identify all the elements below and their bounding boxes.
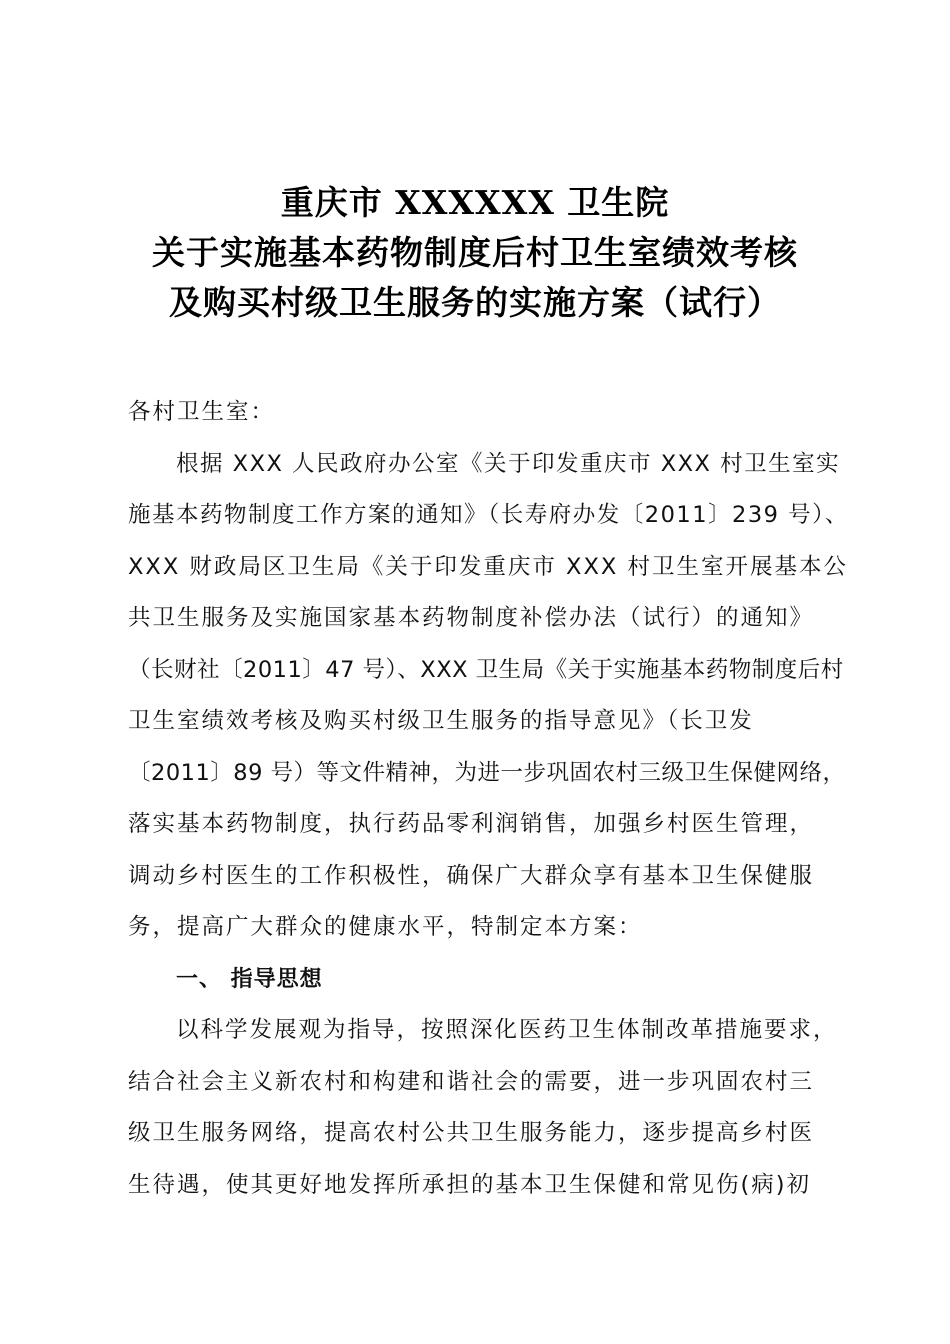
section-heading-guiding-ideology: 一、 指导思想 — [176, 966, 323, 992]
paragraph-line: 施基本药物制度工作方案的通知》（长寿府办发〔2011〕239 号）、 — [128, 502, 849, 528]
paragraph-line: 卫生室绩效考核及购买村级卫生服务的指导意见》（长卫发 — [128, 708, 754, 734]
paragraph-line: 根据 XXX 人民政府办公室《关于印发重庆市 XXX 村卫生室实 — [176, 450, 841, 477]
paragraph-line: 落实基本药物制度，执行药品零利润销售，加强乡村医生管理， — [128, 811, 815, 837]
paragraph-line: 结合社会主义新农村和构建和谐社会的需要，进一步巩固农村三 — [128, 1068, 815, 1095]
paragraph-line: 共卫生服务及实施国家基本药物制度补偿办法（试行）的通知》 — [128, 605, 815, 631]
paragraph-guiding-ideology — [128, 1005, 853, 1211]
paragraph-line: 调动乡村医生的工作积极性，确保广大群众享有基本卫生保健服 — [128, 862, 815, 889]
title-line-3: 及购买村级卫生服务的实施方案（试行） — [169, 283, 781, 322]
paragraph-line: 以科学发展观为指导，按照深化医药卫生体制改革措施要求， — [176, 1017, 838, 1043]
paragraph-line: 级卫生服务网络，提高农村公共卫生服务能力，逐步提高乡村医 — [128, 1120, 815, 1146]
paragraph-line: 生待遇，使其更好地发挥所承担的基本卫生保健和常见伤(病)初 — [128, 1171, 812, 1198]
title-line-2: 关于实施基本药物制度后村卫生室绩效考核 — [152, 233, 798, 272]
paragraph-line: 务，提高广大群众的健康水平，特制定本方案： — [128, 914, 643, 940]
document-title — [0, 178, 950, 328]
paragraph-basis — [128, 439, 853, 954]
document-body — [128, 387, 853, 1211]
paragraph-line: （长财社〔2011〕47 号）、XXX 卫生局《关于实施基本药物制度后村 — [128, 656, 844, 683]
title-line-1: 重庆市 XXXXXX 卫生院 — [280, 183, 670, 222]
paragraph-line: 〔2011〕89 号）等文件精神，为进一步巩固农村三级卫生保健网络， — [128, 759, 846, 786]
paragraph-line: XXX 财政局区卫生局《关于印发重庆市 XXX 村卫生室开展基本公 — [128, 553, 848, 580]
salutation: 各村卫生室： — [128, 399, 276, 425]
